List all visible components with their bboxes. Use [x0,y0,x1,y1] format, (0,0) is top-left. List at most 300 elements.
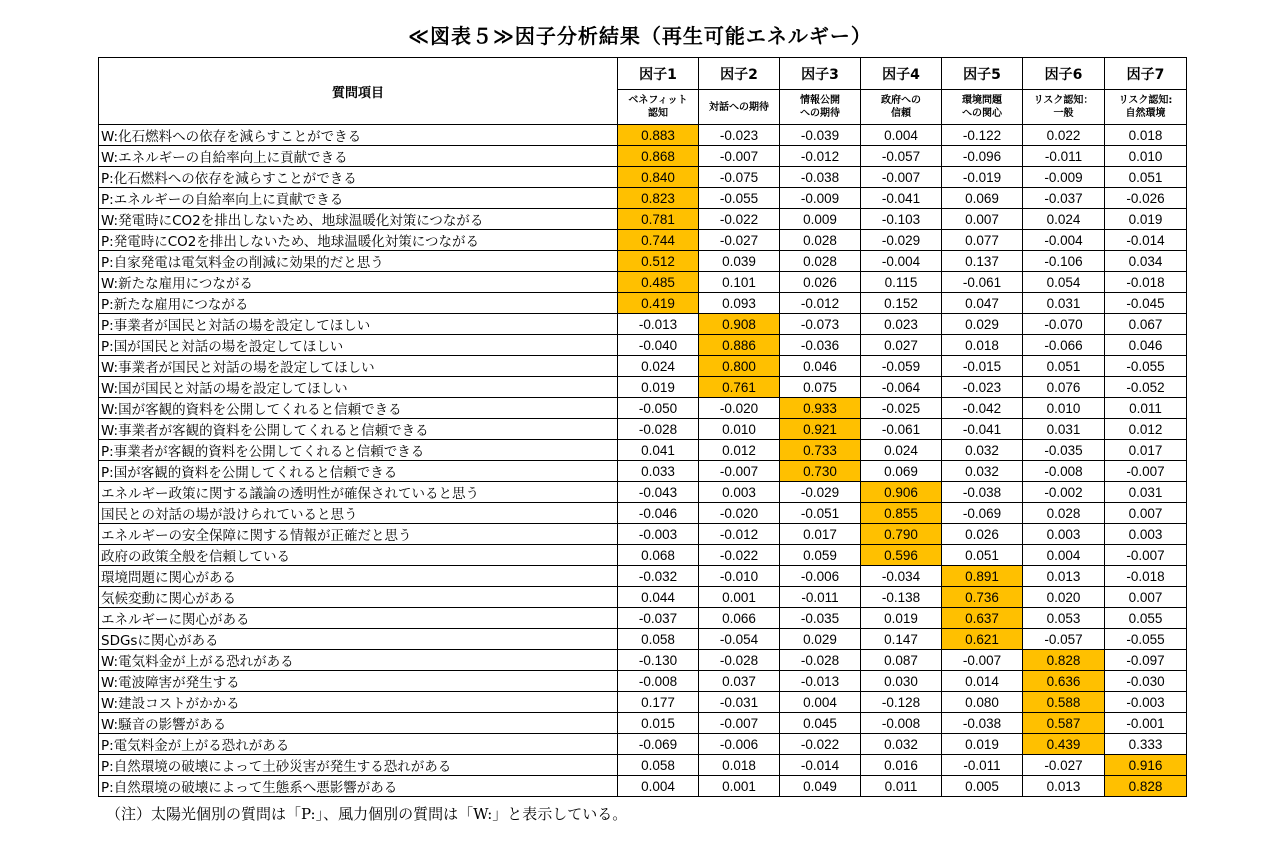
factor-description-line: 環境問題 [962,95,1002,106]
loading-cell: -0.075 [699,167,780,188]
loading-cell: -0.030 [1105,671,1187,692]
loading-cell: 0.067 [1105,314,1187,335]
loading-cell: -0.130 [618,650,699,671]
loading-cell-highlighted: 0.891 [942,566,1023,587]
loading-cell: -0.001 [1105,713,1187,734]
loading-cell: -0.010 [699,566,780,587]
table-body [99,125,1187,797]
factor-description-5 [942,90,1023,125]
loading-cell: -0.027 [699,230,780,251]
page-title: ≪図表５≫因子分析結果（再生可能エネルギー） [408,24,872,48]
loading-cell: 0.034 [1105,251,1187,272]
loading-cell: 0.019 [618,377,699,398]
table-row [99,146,1187,167]
loading-cell: -0.003 [1105,692,1187,713]
loading-cell: 0.024 [1023,209,1105,230]
question-cell: 政府の政策全般を信頼している [99,545,618,566]
loading-cell: -0.069 [618,734,699,755]
loading-cell: 0.080 [942,692,1023,713]
factor-header-5: 因子5 [942,58,1023,90]
loading-cell: 0.026 [780,272,861,293]
loading-cell: 0.031 [1023,419,1105,440]
loading-cell: 0.018 [942,335,1023,356]
loading-cell: 0.115 [861,272,942,293]
table-row [99,209,1187,230]
loading-cell: 0.028 [1023,503,1105,524]
loading-cell: 0.011 [861,776,942,797]
table-row [99,566,1187,587]
loading-cell: -0.007 [699,713,780,734]
loading-cell: -0.031 [699,692,780,713]
loading-cell-highlighted: 0.596 [861,545,942,566]
loading-cell: 0.018 [699,755,780,776]
factor-description-line: 信頼 [891,108,911,119]
table-row [99,776,1187,797]
factor-description-line: 対話への期待 [709,101,769,113]
loading-cell: -0.026 [1105,188,1187,209]
factor-description-2 [699,90,780,125]
loading-cell-highlighted: 0.908 [699,314,780,335]
table-row [99,713,1187,734]
loading-cell-highlighted: 0.636 [1023,671,1105,692]
loading-cell: 0.137 [942,251,1023,272]
loading-cell-highlighted: 0.921 [780,419,861,440]
loading-cell: 0.029 [942,314,1023,335]
loading-cell: -0.064 [861,377,942,398]
loading-cell: -0.032 [618,566,699,587]
loading-cell: 0.028 [780,251,861,272]
loading-cell: 0.075 [780,377,861,398]
loading-cell: -0.022 [699,209,780,230]
footnote: （注）太陽光個別の質問は「P:」、風力個別の質問は「W:」と表示している。 [106,805,628,823]
loading-cell: 0.077 [942,230,1023,251]
loading-cell: -0.055 [699,188,780,209]
loading-cell: -0.061 [861,419,942,440]
loading-cell: 0.007 [1105,503,1187,524]
table-row [99,461,1187,482]
loading-cell: -0.055 [1105,356,1187,377]
table-row [99,503,1187,524]
loading-cell: -0.059 [861,356,942,377]
table-row [99,419,1187,440]
table-row [99,608,1187,629]
loading-cell: -0.020 [699,503,780,524]
table-row [99,293,1187,314]
table-row [99,482,1187,503]
loading-cell: -0.022 [780,734,861,755]
loading-cell: 0.044 [618,587,699,608]
question-cell: エネルギー政策に関する議論の透明性が確保されていると思う [99,482,618,503]
loading-cell: 0.032 [861,734,942,755]
loading-cell: 0.047 [942,293,1023,314]
loading-cell: -0.028 [618,419,699,440]
loading-cell: 0.003 [1105,524,1187,545]
loading-cell: 0.004 [780,692,861,713]
loading-cell-highlighted: 0.439 [1023,734,1105,755]
question-cell: P:化石燃料への依存を減らすことができる [99,167,618,188]
loading-cell: -0.025 [861,398,942,419]
loading-cell: 0.147 [861,629,942,650]
question-cell: P:事業者が客観的資料を公開してくれると信頼できる [99,440,618,461]
table-row [99,692,1187,713]
loading-cell-highlighted: 0.587 [1023,713,1105,734]
loading-cell: -0.014 [780,755,861,776]
loading-cell-highlighted: 0.485 [618,272,699,293]
loading-cell: 0.059 [780,545,861,566]
loading-cell: -0.013 [780,671,861,692]
loading-cell: -0.057 [861,146,942,167]
loading-cell: 0.001 [699,776,780,797]
loading-cell: -0.042 [942,398,1023,419]
loading-cell: 0.017 [1105,440,1187,461]
table-header [99,58,1187,125]
table-row [99,545,1187,566]
question-cell: P:エネルギーの自給率向上に貢献できる [99,188,618,209]
loading-cell: -0.055 [1105,629,1187,650]
loading-cell-highlighted: 0.916 [1105,755,1187,776]
loading-cell: -0.039 [780,125,861,146]
loading-cell-highlighted: 0.744 [618,230,699,251]
question-cell: エネルギーの安全保障に関する情報が正確だと思う [99,524,618,545]
factor-header-4: 因子4 [861,58,942,90]
table-row [99,755,1187,776]
loading-cell: -0.009 [780,188,861,209]
loading-cell: 0.001 [699,587,780,608]
question-cell: P:新たな雇用につながる [99,293,618,314]
question-column-header: 質問項目 [99,58,618,125]
loading-cell-highlighted: 0.933 [780,398,861,419]
loading-cell: 0.016 [861,755,942,776]
loading-cell: 0.012 [1105,419,1187,440]
loading-cell: 0.032 [942,440,1023,461]
loading-cell: 0.019 [1105,209,1187,230]
loading-cell: -0.050 [618,398,699,419]
loading-cell: -0.018 [1105,272,1187,293]
factor-header-2: 因子2 [699,58,780,90]
loading-cell: -0.008 [618,671,699,692]
loading-cell: -0.006 [699,734,780,755]
loading-cell: -0.028 [699,650,780,671]
question-cell: P:国が客観的資料を公開してくれると信頼できる [99,461,618,482]
loading-cell-highlighted: 0.823 [618,188,699,209]
loading-cell: 0.076 [1023,377,1105,398]
factor-description-line: リスク認知： [1033,95,1094,106]
factor-description-line: 政府への [881,95,921,106]
factor-description-1 [618,90,699,125]
loading-cell: 0.009 [780,209,861,230]
loading-cell: -0.028 [780,650,861,671]
table-row [99,125,1187,146]
loading-cell: 0.093 [699,293,780,314]
loading-cell: -0.007 [1105,461,1187,482]
loading-cell: 0.101 [699,272,780,293]
loading-cell: -0.006 [780,566,861,587]
loading-cell: 0.003 [699,482,780,503]
loading-cell: 0.046 [780,356,861,377]
loading-cell: -0.040 [618,335,699,356]
factor-description-6 [1023,90,1105,125]
loading-cell: -0.097 [1105,650,1187,671]
table-row [99,398,1187,419]
loading-cell: 0.010 [1105,146,1187,167]
loading-cell: 0.177 [618,692,699,713]
loading-cell: -0.038 [780,167,861,188]
loading-cell: 0.053 [1023,608,1105,629]
loading-cell: 0.029 [780,629,861,650]
question-cell: W:発電時にCO2を排出しないため、地球温暖化対策につながる [99,209,618,230]
loading-cell: 0.032 [942,461,1023,482]
table-row [99,524,1187,545]
loading-cell: -0.046 [618,503,699,524]
loading-cell: -0.034 [861,566,942,587]
question-cell: P:発電時にCO2を排出しないため、地球温暖化対策につながる [99,230,618,251]
loading-cell: -0.012 [780,293,861,314]
loading-cell: -0.037 [1023,188,1105,209]
loading-cell: 0.027 [861,335,942,356]
factor-description-line: への期待 [800,108,840,119]
table-row [99,671,1187,692]
loading-cell: -0.013 [618,314,699,335]
loading-cell: 0.058 [618,755,699,776]
question-cell: P:事業者が国民と対話の場を設定してほしい [99,314,618,335]
loading-cell-highlighted: 0.730 [780,461,861,482]
loading-cell: 0.020 [1023,587,1105,608]
question-cell: W:騒音の影響がある [99,713,618,734]
loading-cell: 0.058 [618,629,699,650]
loading-cell: 0.051 [1023,356,1105,377]
loading-cell: -0.041 [942,419,1023,440]
question-cell: W:建設コストがかかる [99,692,618,713]
loading-cell: -0.007 [1105,545,1187,566]
loading-cell: -0.007 [699,461,780,482]
loading-cell: -0.008 [861,713,942,734]
loading-cell: -0.015 [942,356,1023,377]
question-cell: 環境問題に関心がある [99,566,618,587]
loading-cell: 0.024 [861,440,942,461]
loading-cell: -0.036 [780,335,861,356]
question-cell: W:新たな雇用につながる [99,272,618,293]
loading-cell-highlighted: 0.790 [861,524,942,545]
loading-cell: -0.038 [942,713,1023,734]
loading-cell: -0.052 [1105,377,1187,398]
loading-cell: -0.029 [780,482,861,503]
loading-cell: -0.011 [780,587,861,608]
loading-cell-highlighted: 0.419 [618,293,699,314]
loading-cell-highlighted: 0.761 [699,377,780,398]
loading-cell: -0.012 [780,146,861,167]
factor-analysis-table [98,57,1187,797]
loading-cell: 0.007 [942,209,1023,230]
loading-cell: 0.066 [699,608,780,629]
loading-cell-highlighted: 0.800 [699,356,780,377]
loading-cell: -0.106 [1023,251,1105,272]
loading-cell: 0.046 [1105,335,1187,356]
loading-cell: 0.003 [1023,524,1105,545]
factor-description-line: リスク認知: [1118,95,1173,106]
loading-cell: -0.054 [699,629,780,650]
loading-cell: -0.007 [699,146,780,167]
loading-cell: 0.005 [942,776,1023,797]
question-cell: 国民との対話の場が設けられていると思う [99,503,618,524]
loading-cell: -0.011 [1023,146,1105,167]
loading-cell: 0.045 [780,713,861,734]
loading-cell-highlighted: 0.828 [1023,650,1105,671]
factor-description-line: 認知 [648,108,668,119]
loading-cell: 0.030 [861,671,942,692]
loading-cell: -0.096 [942,146,1023,167]
loading-cell: 0.054 [1023,272,1105,293]
loading-cell: 0.023 [861,314,942,335]
factor-description-line: 情報公開 [800,95,840,106]
loading-cell: -0.020 [699,398,780,419]
question-cell: W:エネルギーの自給率向上に貢献できる [99,146,618,167]
factor-description-4 [861,90,942,125]
loading-cell: 0.041 [618,440,699,461]
loading-cell: 0.031 [1105,482,1187,503]
loading-cell-highlighted: 0.637 [942,608,1023,629]
loading-cell: -0.018 [1105,566,1187,587]
loading-cell-highlighted: 0.868 [618,146,699,167]
loading-cell: 0.010 [699,419,780,440]
question-cell: P:電気料金が上がる恐れがある [99,734,618,755]
loading-cell: -0.023 [942,377,1023,398]
loading-cell-highlighted: 0.512 [618,251,699,272]
loading-cell: 0.019 [942,734,1023,755]
loading-cell-highlighted: 0.828 [1105,776,1187,797]
loading-cell: 0.011 [1105,398,1187,419]
loading-cell: -0.004 [1023,230,1105,251]
table-row [99,188,1187,209]
question-cell: W:事業者が客観的資料を公開してくれると信頼できる [99,419,618,440]
loading-cell: 0.068 [618,545,699,566]
loading-cell: -0.008 [1023,461,1105,482]
factor-description-line: 自然環境 [1125,108,1166,119]
question-cell: エネルギーに関心がある [99,608,618,629]
loading-cell: 0.004 [1023,545,1105,566]
loading-cell: -0.061 [942,272,1023,293]
table-row [99,167,1187,188]
loading-cell: 0.152 [861,293,942,314]
loading-cell: -0.041 [861,188,942,209]
factor-description-7 [1105,90,1187,125]
table-row [99,650,1187,671]
table-row [99,272,1187,293]
loading-cell: -0.038 [942,482,1023,503]
question-cell: W:国が国民と対話の場を設定してほしい [99,377,618,398]
question-cell: W:化石燃料への依存を減らすことができる [99,125,618,146]
loading-cell: -0.011 [942,755,1023,776]
table-row [99,356,1187,377]
loading-cell: 0.055 [1105,608,1187,629]
loading-cell: 0.333 [1105,734,1187,755]
loading-cell-highlighted: 0.733 [780,440,861,461]
loading-cell: -0.023 [699,125,780,146]
loading-cell: -0.027 [1023,755,1105,776]
loading-cell: -0.066 [1023,335,1105,356]
loading-cell: -0.035 [1023,440,1105,461]
factor-header-3: 因子3 [780,58,861,90]
loading-cell: 0.026 [942,524,1023,545]
table-row [99,377,1187,398]
loading-cell: 0.037 [699,671,780,692]
loading-cell-highlighted: 0.855 [861,503,942,524]
table-row [99,587,1187,608]
factor-header-6: 因子6 [1023,58,1105,90]
loading-cell: -0.045 [1105,293,1187,314]
loading-cell: 0.051 [942,545,1023,566]
loading-cell: -0.002 [1023,482,1105,503]
loading-cell: -0.122 [942,125,1023,146]
factor-description-line: 一般 [1053,108,1074,119]
factor-description-line: ベネフィット [628,95,688,106]
loading-cell: 0.013 [1023,776,1105,797]
loading-cell: -0.019 [942,167,1023,188]
table-row [99,230,1187,251]
loading-cell: 0.014 [942,671,1023,692]
loading-cell: -0.057 [1023,629,1105,650]
loading-cell: -0.073 [780,314,861,335]
question-cell: P:自然環境の破壊によって生態系へ悪影響がある [99,776,618,797]
loading-cell: -0.004 [861,251,942,272]
loading-cell-highlighted: 0.906 [861,482,942,503]
loading-cell: -0.043 [618,482,699,503]
loading-cell: 0.049 [780,776,861,797]
question-cell: W:電気料金が上がる恐れがある [99,650,618,671]
loading-cell-highlighted: 0.621 [942,629,1023,650]
loading-cell: -0.007 [942,650,1023,671]
question-cell: SDGsに関心がある [99,629,618,650]
loading-cell: -0.128 [861,692,942,713]
loading-cell: -0.009 [1023,167,1105,188]
loading-cell: 0.028 [780,230,861,251]
factor-description-3 [780,90,861,125]
loading-cell: 0.010 [1023,398,1105,419]
loading-cell: -0.069 [942,503,1023,524]
loading-cell: 0.024 [618,356,699,377]
loading-cell: 0.033 [618,461,699,482]
loading-cell-highlighted: 0.588 [1023,692,1105,713]
loading-cell-highlighted: 0.840 [618,167,699,188]
loading-cell: 0.039 [699,251,780,272]
loading-cell-highlighted: 0.736 [942,587,1023,608]
factor-description-line: への関心 [962,108,1002,119]
loading-cell: 0.017 [780,524,861,545]
loading-cell: 0.015 [618,713,699,734]
loading-cell-highlighted: 0.781 [618,209,699,230]
loading-cell: -0.051 [780,503,861,524]
table-row [99,629,1187,650]
loading-cell: -0.037 [618,608,699,629]
loading-cell: 0.069 [942,188,1023,209]
question-cell: P:自家発電は電気料金の削減に効果的だと思う [99,251,618,272]
loading-cell: -0.103 [861,209,942,230]
loading-cell: 0.013 [1023,566,1105,587]
loading-cell: -0.003 [618,524,699,545]
loading-cell: 0.069 [861,461,942,482]
loading-cell: -0.014 [1105,230,1187,251]
factor-header-7: 因子7 [1105,58,1187,90]
loading-cell: -0.007 [861,167,942,188]
question-cell: 気候変動に関心がある [99,587,618,608]
table-row [99,734,1187,755]
loading-cell: 0.087 [861,650,942,671]
loading-cell: 0.031 [1023,293,1105,314]
loading-cell: 0.018 [1105,125,1187,146]
loading-cell: 0.007 [1105,587,1187,608]
loading-cell: -0.070 [1023,314,1105,335]
loading-cell: -0.022 [699,545,780,566]
table-row [99,440,1187,461]
